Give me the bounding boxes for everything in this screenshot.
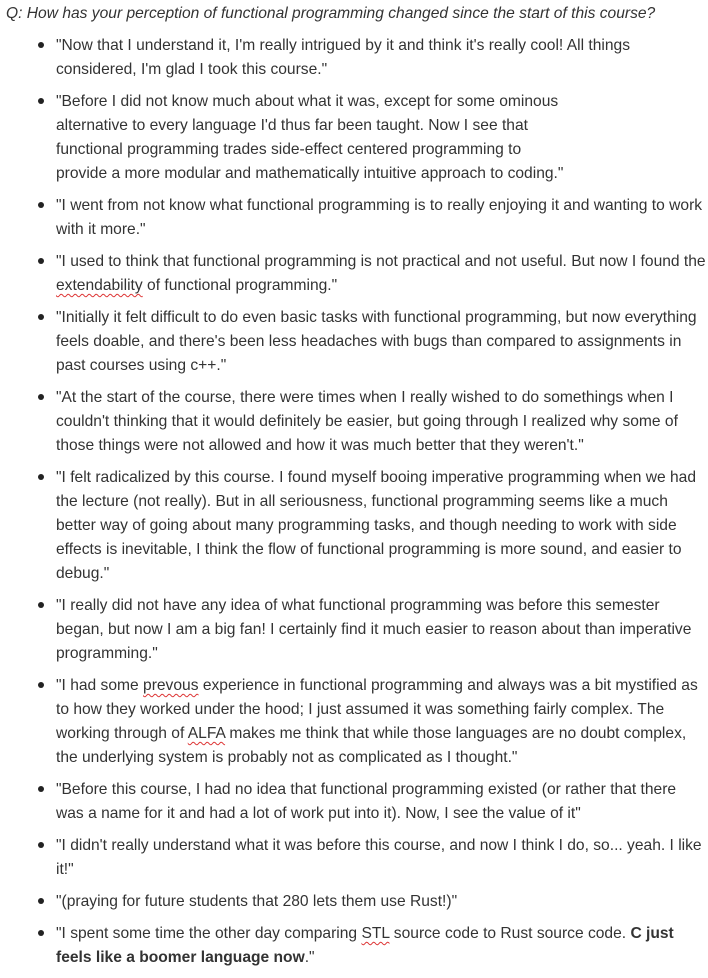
response-text: makes me think that while those languages are no doubt complex, the underlying system is probably not as complicated as I thought." xyxy=(56,725,687,766)
response-item xyxy=(0,594,708,666)
response-item xyxy=(0,194,708,242)
response-text: "I used to think that functional programming is not practical and not useful. But now I found the xyxy=(56,253,706,270)
bullet-icon xyxy=(38,786,44,792)
response-text: "I spent some time the other day comparing xyxy=(56,925,362,942)
response-text: "Before this course, I had no idea that functional programming existed (or rather that there was a name for it and had a lot of work put into it). Now, I see the value of it" xyxy=(56,781,677,822)
response-text: source code to Rust source code. xyxy=(389,925,631,942)
response-text: "At the start of the course, there were times when I really wished to do somethings when I couldn't thinking that it would definitely be easier, but going through I realized why some of those things were not allowed and how it was much better that they weren't." xyxy=(56,389,678,454)
response-text: "I went from not know what functional programming is to really enjoying it and wanting to work with it more." xyxy=(56,197,703,238)
bullet-icon xyxy=(38,842,44,848)
spellcheck-flagged-word: extendability xyxy=(56,277,143,294)
response-item xyxy=(0,778,708,826)
response-item xyxy=(0,834,708,882)
bullet-icon xyxy=(38,930,44,936)
response-list xyxy=(0,34,708,978)
response-item xyxy=(0,34,708,82)
bullet-icon xyxy=(38,682,44,688)
emphasis-text: C just feels like a boomer language now xyxy=(56,925,674,966)
response-item xyxy=(0,90,708,186)
bullet-icon xyxy=(38,42,44,48)
response-text: "I felt radicalized by this course. I found myself booing imperative programming when we had the lecture (not really). But in all seriousness, functional programming seems like a much better way of going about many programming tasks, and though needing to work with side effects is inevitable, I think the flow of functional programming is more sound, and easier to debug." xyxy=(56,469,696,582)
bullet-icon xyxy=(38,258,44,264)
bullet-icon xyxy=(38,98,44,104)
response-text: "I really did not have any idea of what functional programming was before this semester began, but now I am a big fan! I certainly find it much easier to reason about than imperative programming." xyxy=(56,597,692,662)
question-text: Q: How has your perception of functional programming changed since the start of this course? xyxy=(6,5,656,22)
response-item xyxy=(0,386,708,458)
spellcheck-flagged-word: prevous xyxy=(143,677,199,694)
response-text: ." xyxy=(304,949,315,966)
response-text: "Now that I understand it, I'm really intrigued by it and think it's really cool! All things considered, I'm glad I took this course." xyxy=(56,37,631,78)
response-text: of functional programming." xyxy=(142,277,338,294)
response-item xyxy=(0,674,708,770)
bullet-icon xyxy=(38,394,44,400)
response-item xyxy=(0,466,708,586)
spellcheck-flagged-word: ALFA xyxy=(187,725,226,742)
bullet-icon xyxy=(38,314,44,320)
response-text: provide a more modular and mathematically intuitive approach to coding." xyxy=(56,165,564,182)
response-text: functional programming trades side-effect centered programming to xyxy=(56,141,522,158)
response-text: experience in functional programming and always was a bit mystified as to how they worked under the hood; I just assumed it was something fairly complex. The working through of xyxy=(56,677,698,742)
response-text: "I had some xyxy=(56,677,144,694)
spellcheck-flagged-word: STL xyxy=(361,925,390,942)
bullet-icon xyxy=(38,602,44,608)
response-item xyxy=(0,250,708,298)
response-text: "Initially it felt difficult to do even basic tasks with functional programming, but now everything feels doable, and there's been less headaches with bugs than compared to assignments in past courses using c++." xyxy=(56,309,697,374)
response-item xyxy=(0,922,708,970)
response-text: "Before I did not know much about what it was, except for some ominous xyxy=(56,93,559,110)
bullet-icon xyxy=(38,898,44,904)
bullet-icon xyxy=(38,202,44,208)
response-item xyxy=(0,890,708,914)
bullet-icon xyxy=(38,474,44,480)
response-text: "(praying for future students that 280 lets them use Rust!)" xyxy=(56,893,458,910)
response-text: alternative to every language I'd thus far been taught. Now I see that xyxy=(56,117,528,134)
response-text: "I didn't really understand what it was before this course, and now I think I do, so... yeah. I like it!" xyxy=(56,837,702,878)
response-item xyxy=(0,306,708,378)
